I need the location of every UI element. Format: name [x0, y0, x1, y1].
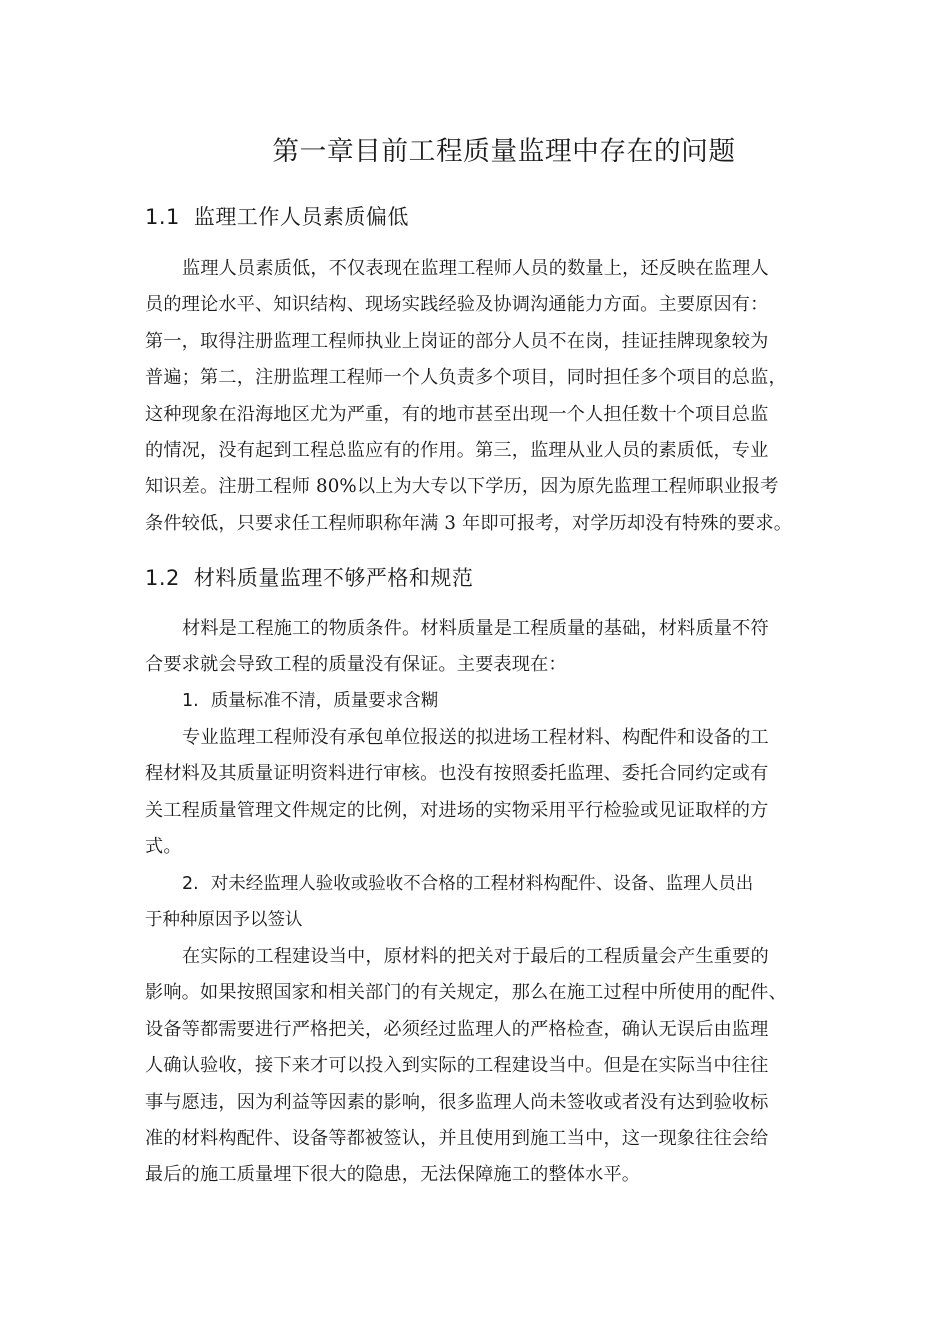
paragraph-line: 员的理论水平、知识结构、现场实践经验及协调沟通能力方面。主要原因有：: [145, 294, 769, 316]
item-heading-1: [145, 683, 805, 719]
paragraph-line: 式。: [145, 836, 182, 858]
paragraph-line: 影响。如果按照国家和相关部门的有关规定，那么在施工过程中所使用的配件、: [145, 982, 787, 1004]
paragraph-line: 条件较低，只要求任工程师职称年满 3 年即可报考，对学历却没有特殊的要求。: [145, 512, 793, 534]
paragraph-line: 这种现象在沿海地区尤为严重，有的地市甚至出现一个人担任数十个项目总监: [145, 403, 769, 425]
item-2-body: [145, 939, 805, 1194]
paragraph-line: 设备等都需要进行严格把关，必须经过监理人的严格检查，确认无误后由监理: [145, 1018, 769, 1040]
paragraph-line: 人确认验收，接下来才可以投入到实际的工程建设当中。但是在实际当中往往: [145, 1055, 769, 1077]
section-number: 1.2: [145, 566, 180, 590]
section-heading-1-2: [145, 563, 473, 593]
item-heading-2: [145, 866, 805, 939]
section-heading-1-1: [145, 202, 409, 232]
paragraph-line: 第一，取得注册监理工程师执业上岗证的部分人员不在岗，挂证挂牌现象较为: [145, 330, 769, 352]
paragraph-line: 最后的施工质量埋下很大的隐患，无法保障施工的整体水平。: [145, 1164, 641, 1186]
section-title: 监理工作人员素质偏低: [193, 205, 409, 229]
paragraph-line: 的情况，没有起到工程总监应有的作用。第三，监理从业人员的素质低，专业: [145, 440, 769, 462]
paragraph-line: 程材料及其质量证明资料进行审核。也没有按照委托监理、委托合同约定或有: [145, 763, 769, 785]
section-1-2-intro: [145, 611, 805, 684]
paragraph-line: 关工程质量管理文件规定的比例，对进场的实物采用平行检验或见证取样的方: [145, 799, 769, 821]
chapter-title: 第一章目前工程质量监理中存在的问题: [272, 136, 736, 167]
paragraph-line: 专业监理工程师没有承包单位报送的拟进场工程材料、构配件和设备的工: [182, 727, 769, 748]
section-1-1-paragraph: [145, 251, 805, 542]
item-number: 2.: [182, 874, 199, 894]
section-number: 1.1: [145, 205, 180, 229]
item-heading-line: 于种种原因予以签认: [145, 910, 303, 931]
paragraph-line: 事与愿违，因为利益等因素的影响，很多监理人尚未签收或者没有达到验收标: [145, 1091, 769, 1113]
item-heading-text: 质量标准不清，质量要求含糊: [210, 691, 439, 711]
item-heading-line: [145, 683, 805, 719]
paragraph-line: 知识差。注册工程师 80%以上为大专以下学历，因为原先监理工程师职业报考: [145, 476, 779, 498]
paragraph-line: 监理人员素质低，不仅表现在监理工程师人员的数量上，还反映在监理人: [182, 258, 769, 279]
paragraph-line: 普遍；第二，注册监理工程师一个人负责多个项目，同时担任多个项目的总监，: [145, 367, 787, 389]
item-1-body: [145, 720, 805, 866]
paragraph-line: 合要求就会导致工程的质量没有保证。主要表现在：: [145, 654, 567, 676]
item-number: 1.: [182, 691, 199, 711]
paragraph-line: 材料是工程施工的物质条件。材料质量是工程质量的基础，材料质量不符: [182, 618, 769, 639]
section-title: 材料质量监理不够严格和规范: [193, 566, 474, 590]
item-heading-text: 对未经监理人验收或验收不合格的工程材料构配件、设备、监理人员出: [210, 874, 754, 894]
paragraph-line: 准的材料构配件、设备等都被签认，并且使用到施工当中，这一现象往往会给: [145, 1128, 769, 1150]
item-heading-line: [145, 866, 805, 902]
paragraph-line: 在实际的工程建设当中，原材料的把关对于最后的工程质量会产生重要的: [182, 946, 769, 967]
